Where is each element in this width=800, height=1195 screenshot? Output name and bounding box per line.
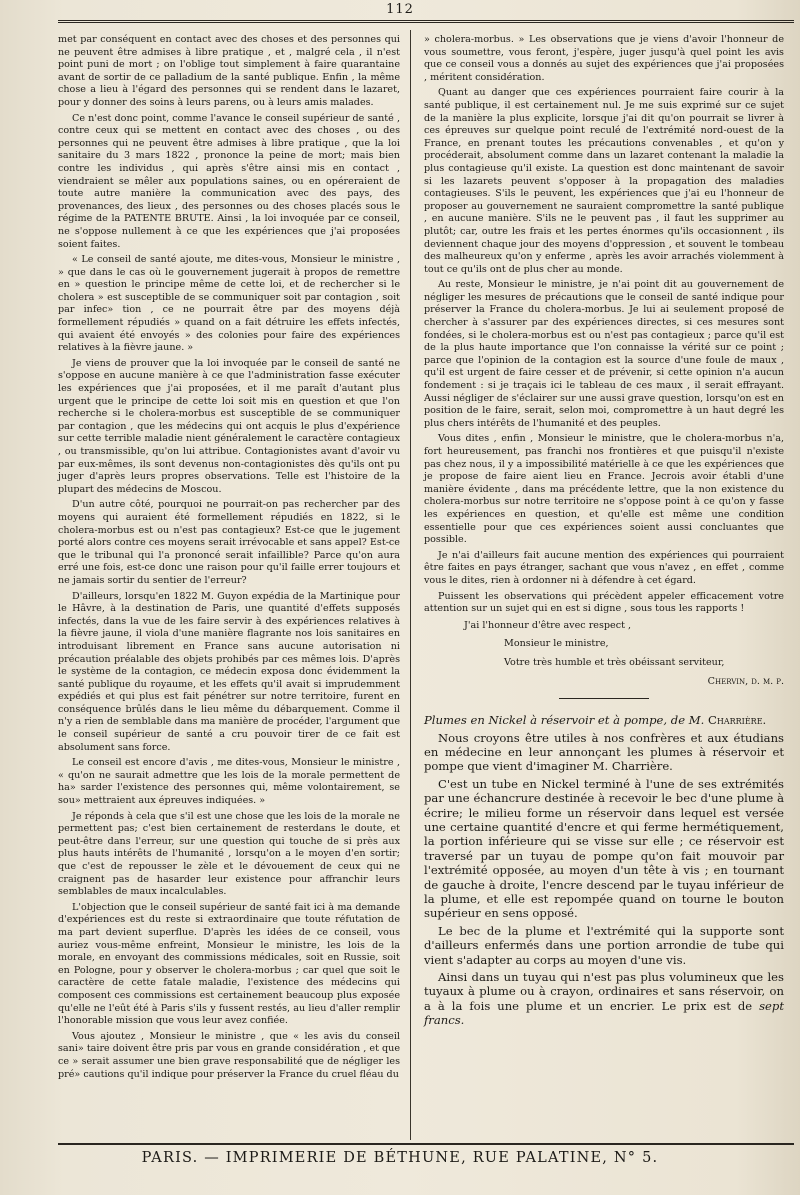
letter-closing bbox=[424, 620, 784, 688]
article-paragraph bbox=[424, 970, 784, 1028]
article-title bbox=[424, 713, 784, 727]
article-paragraph: Nous croyons être utiles à nos confrères et aux étudians en médecine en leur annonçant les plumes à réservoir et pompe que vient d'imaginer M. Charrière. bbox=[424, 730, 784, 774]
section-separator bbox=[559, 698, 649, 699]
right-column bbox=[424, 34, 784, 1031]
top-rule bbox=[58, 20, 794, 23]
paragraph: Je n'ai d'ailleurs fait aucune mention des expériences qui pourraient être faites en pays étranger, sachant que vous n'avez , en effet , comme vous le dites, rien à ordonner ni à défendre à cet égard. bbox=[424, 549, 784, 586]
paragraph: » cholera-morbus. » Les observations que je viens d'avoir l'honneur de vous soumettre, vous feront, j'espère, juger jusqu'à quel point les avis que ce conseil vous a donnés au sujet des expériences que j'ai proposées , méritent considération. bbox=[424, 34, 784, 83]
article-title-text: Plumes en Nickel à réservoir et à pompe, de M. bbox=[424, 713, 705, 728]
signature: Chervin, d. m. p. bbox=[707, 675, 784, 687]
column-divider bbox=[410, 30, 411, 1140]
paragraph: met par conséquent en contact avec des choses et des personnes qui ne peuvent être admises à libre pratique , et , malgré cela , il n'est point puni de mort ; on l'oblige tout simplement à faire quarantaine avant de sortir de ce palladium de la santé publique. Enfin , la même chose a lieu à l'égard des personnes qui se rendent dans le lazaret, pour y donner des soins à leurs parens, ou à leurs amis malades. bbox=[58, 34, 400, 108]
article-title-name: Charrière. bbox=[708, 713, 767, 728]
bottom-rule bbox=[58, 1143, 794, 1145]
closing-line: J'ai l'honneur d'être avec respect , bbox=[464, 619, 632, 631]
quoted-paragraph: Le conseil est encore d'avis , me dites-vous, Monsieur le ministre , « qu'on ne saurait admettre que les lois de la morale permettent de ha» sarder l'existence des personnes qui, même volontairement, se sou» mettraient aux épreuves indiquées. » bbox=[58, 757, 400, 807]
price: sept francs. bbox=[424, 998, 784, 1028]
left-column bbox=[58, 34, 400, 1084]
paragraph: Ce n'est donc point, comme l'avance le conseil supérieur de santé , contre ceux qui se mettent en contact avec des choses , ou des personnes qui ne peuvent être admises à libre pratique , que la loi sanitaire du 3 mars 1822 , prononce la peine de mort; mais bien contre les individus , qui après s'être ainsi mis en contact , viendraient se mêler aux populations saines, ou en opéreraient de toute autre manière la communication avec des pays, des provenances, des lieux , des personnes ou des choses placés sous le régime de la PATENTE BRUTE. Ainsi , la loi invoquée par ce conseil, ne s'oppose nullement à ce que les expériences que j'ai proposées soient faites. bbox=[58, 112, 400, 250]
paragraph: L'objection que le conseil supérieur de santé fait ici à ma demande d'expériences est du reste si extraordinaire que toute réfutation de ma part devient superflue. D'après les idées de ce conseil, vous auriez vous-même enfreint, Monsieur le ministre, les lois de la morale, en envoyant des commissions médicales, soit en Russie, soit en Pologne, pour y observer le cholera-morbus ; car quel que soit le caractère de cette fatale maladie, l'existence des médecins qui composent ces commissions est certainement beaucoup plus exposée qu'elle ne l'eût été à Paris s'ils y fussent restés, au lieu d'aller remplir l'honorable mission que vous leur avez confiée. bbox=[58, 901, 400, 1027]
article-paragraph: C'est un tube en Nickel terminé à l'une de ses extrémités par une échancrure destinée à recevoir le bec d'une plume à écrire; le milieu forme un réservoir dans lequel est versée une certaine quantité d'encre et qui ferme hermétiquement, la portion inférieure qui se visse sur elle ; ce réservoir est traversé par un tuyau de pompe qu'on fait mouvoir par l'extrémité opposée, au moyen d'un tête à vis ; en tournant de gauche à droite, l'encre descend par le tuyau inférieur de la plume, et elle est repompée quand on tourne le bouton supérieur en sens opposé. bbox=[424, 776, 784, 921]
paragraph: Je réponds à cela que s'il est une chose que les lois de la morale ne permettent pas; c'est bien certainement de resterdans le doute, et peut-être dans l'erreur, sur une question qui touche de si près aux plus hauts intérêts de l'humanité , lorsqu'on a le moyen d'en sortir; que c'est de repousser le zèle et le dévouement de ceux qui ne craignent pas de hasarder leur existence pour affranchir leurs semblables de maux incalculables. bbox=[58, 810, 400, 898]
article-paragraph: Le bec de la plume et l'extrémité qui la supporte sont d'ailleurs enfermés dans une portion arrondie de tube qui vient s'adapter au corps au moyen d'une vis. bbox=[424, 923, 784, 967]
paragraph: Je viens de prouver que la loi invoquée par le conseil de santé ne s'oppose en aucune manière à ce que l'administration fasse exécuter les expériences que j'ai proposées, et il me paraît d'autant plus urgent que le principe de cette loi soit mis en question et que l'on recherche si le cholera-morbus est susceptible de se communiquer par contagion , que les médecins qui ont acquis le plus d'expérience sur cette terrible maladie nient généralement le caractère contagieux , ou transmissible, qu'on lui attribue. Contagionistes avant d'avoir vu par eux-mêmes, ils sont devenus non-contagionistes dès qu'ils ont pu juger d'après leurs propres observations. Telle est l'histoire de la plupart des médecins de Moscou. bbox=[58, 357, 400, 495]
paragraph: D'un autre côté, pourquoi ne pourrait-on pas rechercher par des moyens qui auraient été formellement répudiés en 1822, si le cholera-morbus est ou n'est pas contagieux? Est-ce que le jugement porté alors contre ces moyens serait irrévocable et sans appel? Est-ce que le tribunal qui l'a prononcé serait infaillible? Parce qu'on aura erré une fois, est-ce donc une raison pour qu'il faille errer toujours et ne jamais sortir du sentier de l'erreur? bbox=[58, 499, 400, 586]
paragraph: Quant au danger que ces expériences pourraient faire courir à la santé publique, il est certainement nul. Je me suis exprimé sur ce sujet de la manière la plus explicite, lorsque j'ai dit qu'on pourrait se livrer à ces épreuves sur quelque point reculé de l'extrémité nord-ouest de la France, en prenant toutes les précautions convenables , et qu'on y procéderait, absolument comme dans un lazaret contenant la maladie la plus contagieuse qu'il existe. La question est donc maintenant de savoir si les lazarets peuvent s'opposer à la propagation des maladies contagieuses. S'ils le peuvent, les expériences que j'ai eu l'honneur de proposer au gouvernement ne sauraient compromettre la santé publique , en aucune manière. S'ils ne le peuvent pas , il faut les supprimer au plutôt; car, outre les frais et les pertes énormes qu'ils occasionnent , ils deviennent chaque jour des moyens d'oppression , et souvent le tombeau des malheureux qu'on y enferme , après les avoir arrachés violemment à tout ce qu'ils ont de plus cher au monde. bbox=[424, 87, 784, 275]
closing-line: Monsieur le ministre, bbox=[504, 638, 609, 650]
paragraph: Vous dites , enfin , Monsieur le ministre, que le cholera-morbus n'a, fort heureusement, pas franchi nos frontières et que puisqu'il n'existe pas chez nous, il y a impossibilité matérielle à ce que les expériences que je propose de faire aient lieu en France. Jecrois avoir établi d'une manière évidente , dans ma précédente lettre, que la non existence du cholera-morbus sur notre territoire ne s'oppose point à ce qu'on y fasse les expériences en question, et qu'elle est même une condition essentielle pour que ces expériences soient aussi concluantes que possible. bbox=[424, 433, 784, 546]
page-number: 112 bbox=[386, 2, 414, 17]
article-paragraph-text: Ainsi dans un tuyau qui n'est pas plus volumineux que les tuyaux à plume ou à crayon, ordinaires et sans réservoir, on a à la fois une plume et un encrier. Le prix est de bbox=[424, 970, 784, 1013]
paragraph: Au reste, Monsieur le ministre, je n'ai point dit au gouvernement de négliger les mesures de précautions que le conseil de santé indique pour préserver la France du cholera-morbus. Je lui ai seulement proposé de chercher à s'assurer par des expériences directes, si ces mesures sont fondées, si le cholera-morbus est ou n'est pas contagieux ; parce qu'il est de la plus haute importance que l'on connaisse la vérité sur ce point ; parce que l'opinion de la contagion est la source d'une foule de maux , qu'il est urgent de faire cesser et de prévenir, si cette opinion n'a aucun fondement : si je traçais ici le tableau de ces maux , il serait effrayant. Aussi négliger de s'éclairer sur une aussi grave question, lorsqu'on est en position de le faire, serait, selon moi, compromettre à un haut degré les plus chers intérêts de l'humanité et des peuples. bbox=[424, 279, 784, 429]
article bbox=[424, 713, 784, 1028]
quoted-paragraph: « Le conseil de santé ajoute, me dites-vous, Monsieur le ministre , » que dans le cas où le gouvernement jugerait à propos de remettre en » question le principe même de cette loi, et de rechercher si le cholera » est susceptible de se communiquer soit par contagion , soit par infec» tion , ce ne pourrait être par des moyens déjà formellement répudiés » quand on a fait détruire les effets infectés, qui avaient été envoyés » des colonies pour faire des expériences relatives à la fièvre jaune. » bbox=[58, 254, 400, 354]
paragraph: Vous ajoutez , Monsieur le ministre , que « les avis du conseil sani» taire doivent être pris par vous en grande considération , et que ce » serait assumer une bien grave responsabilité que de négliger les pré» cautions qu'il indique pour préserver la France du cruel fléau du bbox=[58, 1030, 400, 1080]
imprint-line: PARIS. — IMPRIMERIE DE BÉTHUNE, RUE PALATINE, N° 5. bbox=[141, 1150, 659, 1166]
paragraph: D'ailleurs, lorsqu'en 1822 M. Guyon expédia de la Martinique pour le Hâvre, à la destination de Paris, une quantité d'effets supposés infectés, dans la vue de les faire servir à des expériences relatives à la fièvre jaune, il viola d'une manière flagrante nos lois sanitaires en introduisant librement en France sans aucune autorisation ni précaution préalable des objets prohibés par ces mêmes lois. D'après le système de la contagion, ce médecin exposa donc évidemment la santé publique du royaume, et les effets qu'il avait si imprudemment expédiés et qui plus est fait pénétrer sur notre territoire, furent en conséquence brûlés dans le lieu même du débarquement. Comme il n'y a rien de semblable dans ma manière de procéder, l'argument que le conseil supérieur de santé a cru pouvoir tirer de ce fait est absolument sans force. bbox=[58, 590, 400, 753]
closing-line: Votre très humble et très obéissant serviteur, bbox=[504, 656, 725, 668]
paragraph: Puissent les observations qui précèdent appeler efficacement votre attention sur un sujet qui en est si digne , sous tous les rapports ! bbox=[424, 590, 784, 615]
